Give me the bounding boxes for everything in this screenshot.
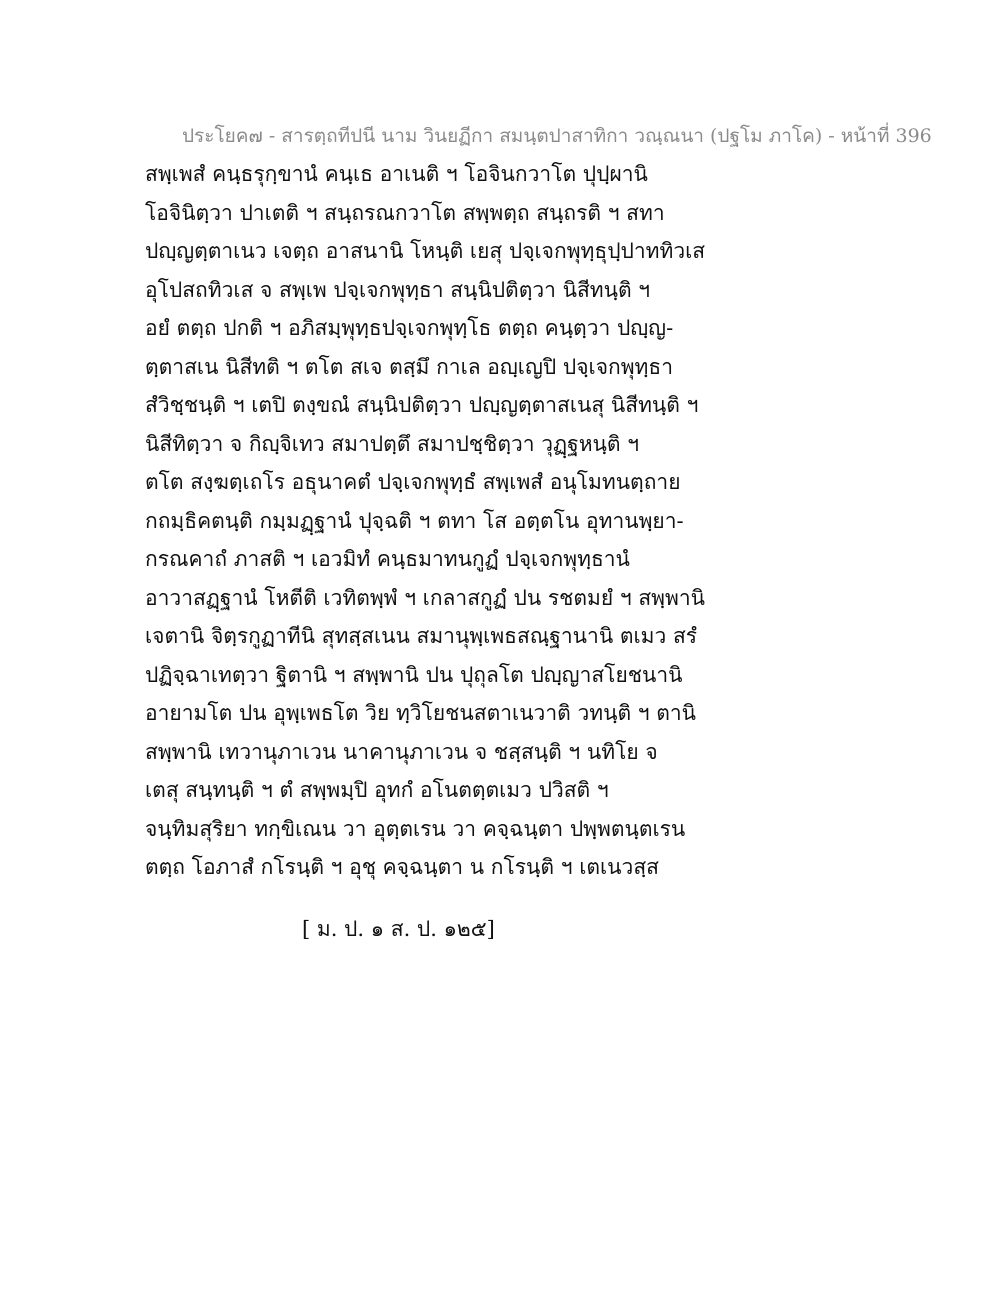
text-line: สํวิชฺชนฺติ ฯ เตปิ ตงฺขณํ สนฺนิปติตฺวา ปญฺญตฺตาสเนสุ นิสีทนฺติ ฯ [145,393,699,417]
text-line: จนฺทิมสุริยา ทกฺขิเณน วา อุตฺตเรน วา คจฺฉนฺตา ปพฺพตนฺตเรน [145,816,686,841]
text-line: อยํ ตตฺถ ปกติ ฯ อภิสมฺพุทฺธปจฺเจกพุทฺโธ ตตฺถ คนฺตฺวา ปญฺญ- [145,316,674,340]
text-line: ปฏิจฺฉาเทตฺวา ฐิตานิ ฯ สพฺพานิ ปน ปุถุลโต ปญฺญาสโยชนานิ [145,662,683,687]
text-line: ตฺตาสเน นิสีทติ ฯ ตโต สเจ ตสฺมึ กาเล อญฺเญปิ ปจฺเจกพุทฺธา [145,354,674,379]
text-line: ตโต สงฺฆตฺเถโร อธุนาคตํ ปจฺเจกพุทฺธํ สพฺเพสํ อนุโมทนตฺถาย [145,470,681,494]
text-line: สพฺพานิ เทวานุภาเวน นาคานุภาเวน จ ชสฺสนฺติ ฯ นทิโย จ [145,739,658,764]
text-line: กรณคาถํ ภาสติ ฯ เอวมิทํ คนฺธมาทนกูฏํ ปจฺเจกพุทฺธานํ [145,547,630,571]
text-line: ปญฺญตฺตาเนว เจตฺถ อาสนานิ โหนฺติ เยสุ ปจฺเจกพุทฺธุปฺปาททิวเส [145,239,706,263]
text-line: สพฺเพสํ คนฺธรุกฺขานํ คนฺเธ อาเนติ ฯ โอจินกวาโต ปุปฺผานิ [145,162,648,186]
text-line: เตสุ สนฺทนฺติ ฯ ตํ สพฺพมฺปิ อุทกํ อโนตตฺตเมว ปวิสติ ฯ [145,778,609,802]
body-text [145,155,845,887]
text-line: ตตฺถ โอภาสํ กโรนฺติ ฯ อุชุ คจฺฉนฺตา น กโรนฺติ ฯ เตเนวสฺส [145,855,659,879]
text-line: โอจินิตฺวา ปาเตติ ฯ สนฺถรณกวาโต สพฺพตฺถ สนฺถรติ ฯ สทา [145,200,665,225]
text-line: เจตานิ จิตฺรกูฏาทีนิ สุทสฺสเนน สมานุพฺเพธสณฺฐานานิ ตเมว สรํ [145,624,698,648]
text-line: กถมฺธิคตนฺติ กมฺมฏฺฐานํ ปุจฺฉติ ฯ ตทา โส อตฺตโน อุทานพฺยา- [145,508,684,533]
source-reference: [ ม. ป. ๑ ส. ป. ๑๒๕] [302,917,495,941]
text-line: นิสีทิตฺวา จ กิญฺจิเทว สมาปตฺตึ สมาปชฺชิตฺวา วุฏฺฐหนฺติ ฯ [145,431,639,456]
text-line: อายามโต ปน อุพฺเพธโต วิย ทฺวิโยชนสตาเนวาติ วทนฺติ ฯ ตานิ [145,701,697,725]
text-line: อาวาสฏฺฐานํ โหตีติ เวทิตพฺพํ ฯ เกลาสกูฏํ ปน รชตมยํ ฯ สพฺพานิ [145,585,705,610]
text-line: อุโปสถทิวเส จ สพฺเพ ปจฺเจกพุทฺธา สนฺนิปติตฺวา นิสีทนฺติ ฯ [145,277,651,302]
running-header: ประโยค๗ - สารตฺถทีปนี นาม วินยฏีกา สมนฺตปาสาทิกา วณฺณนา (ปฐโม ภาโค) - หน้าที่ 396 [182,125,932,147]
